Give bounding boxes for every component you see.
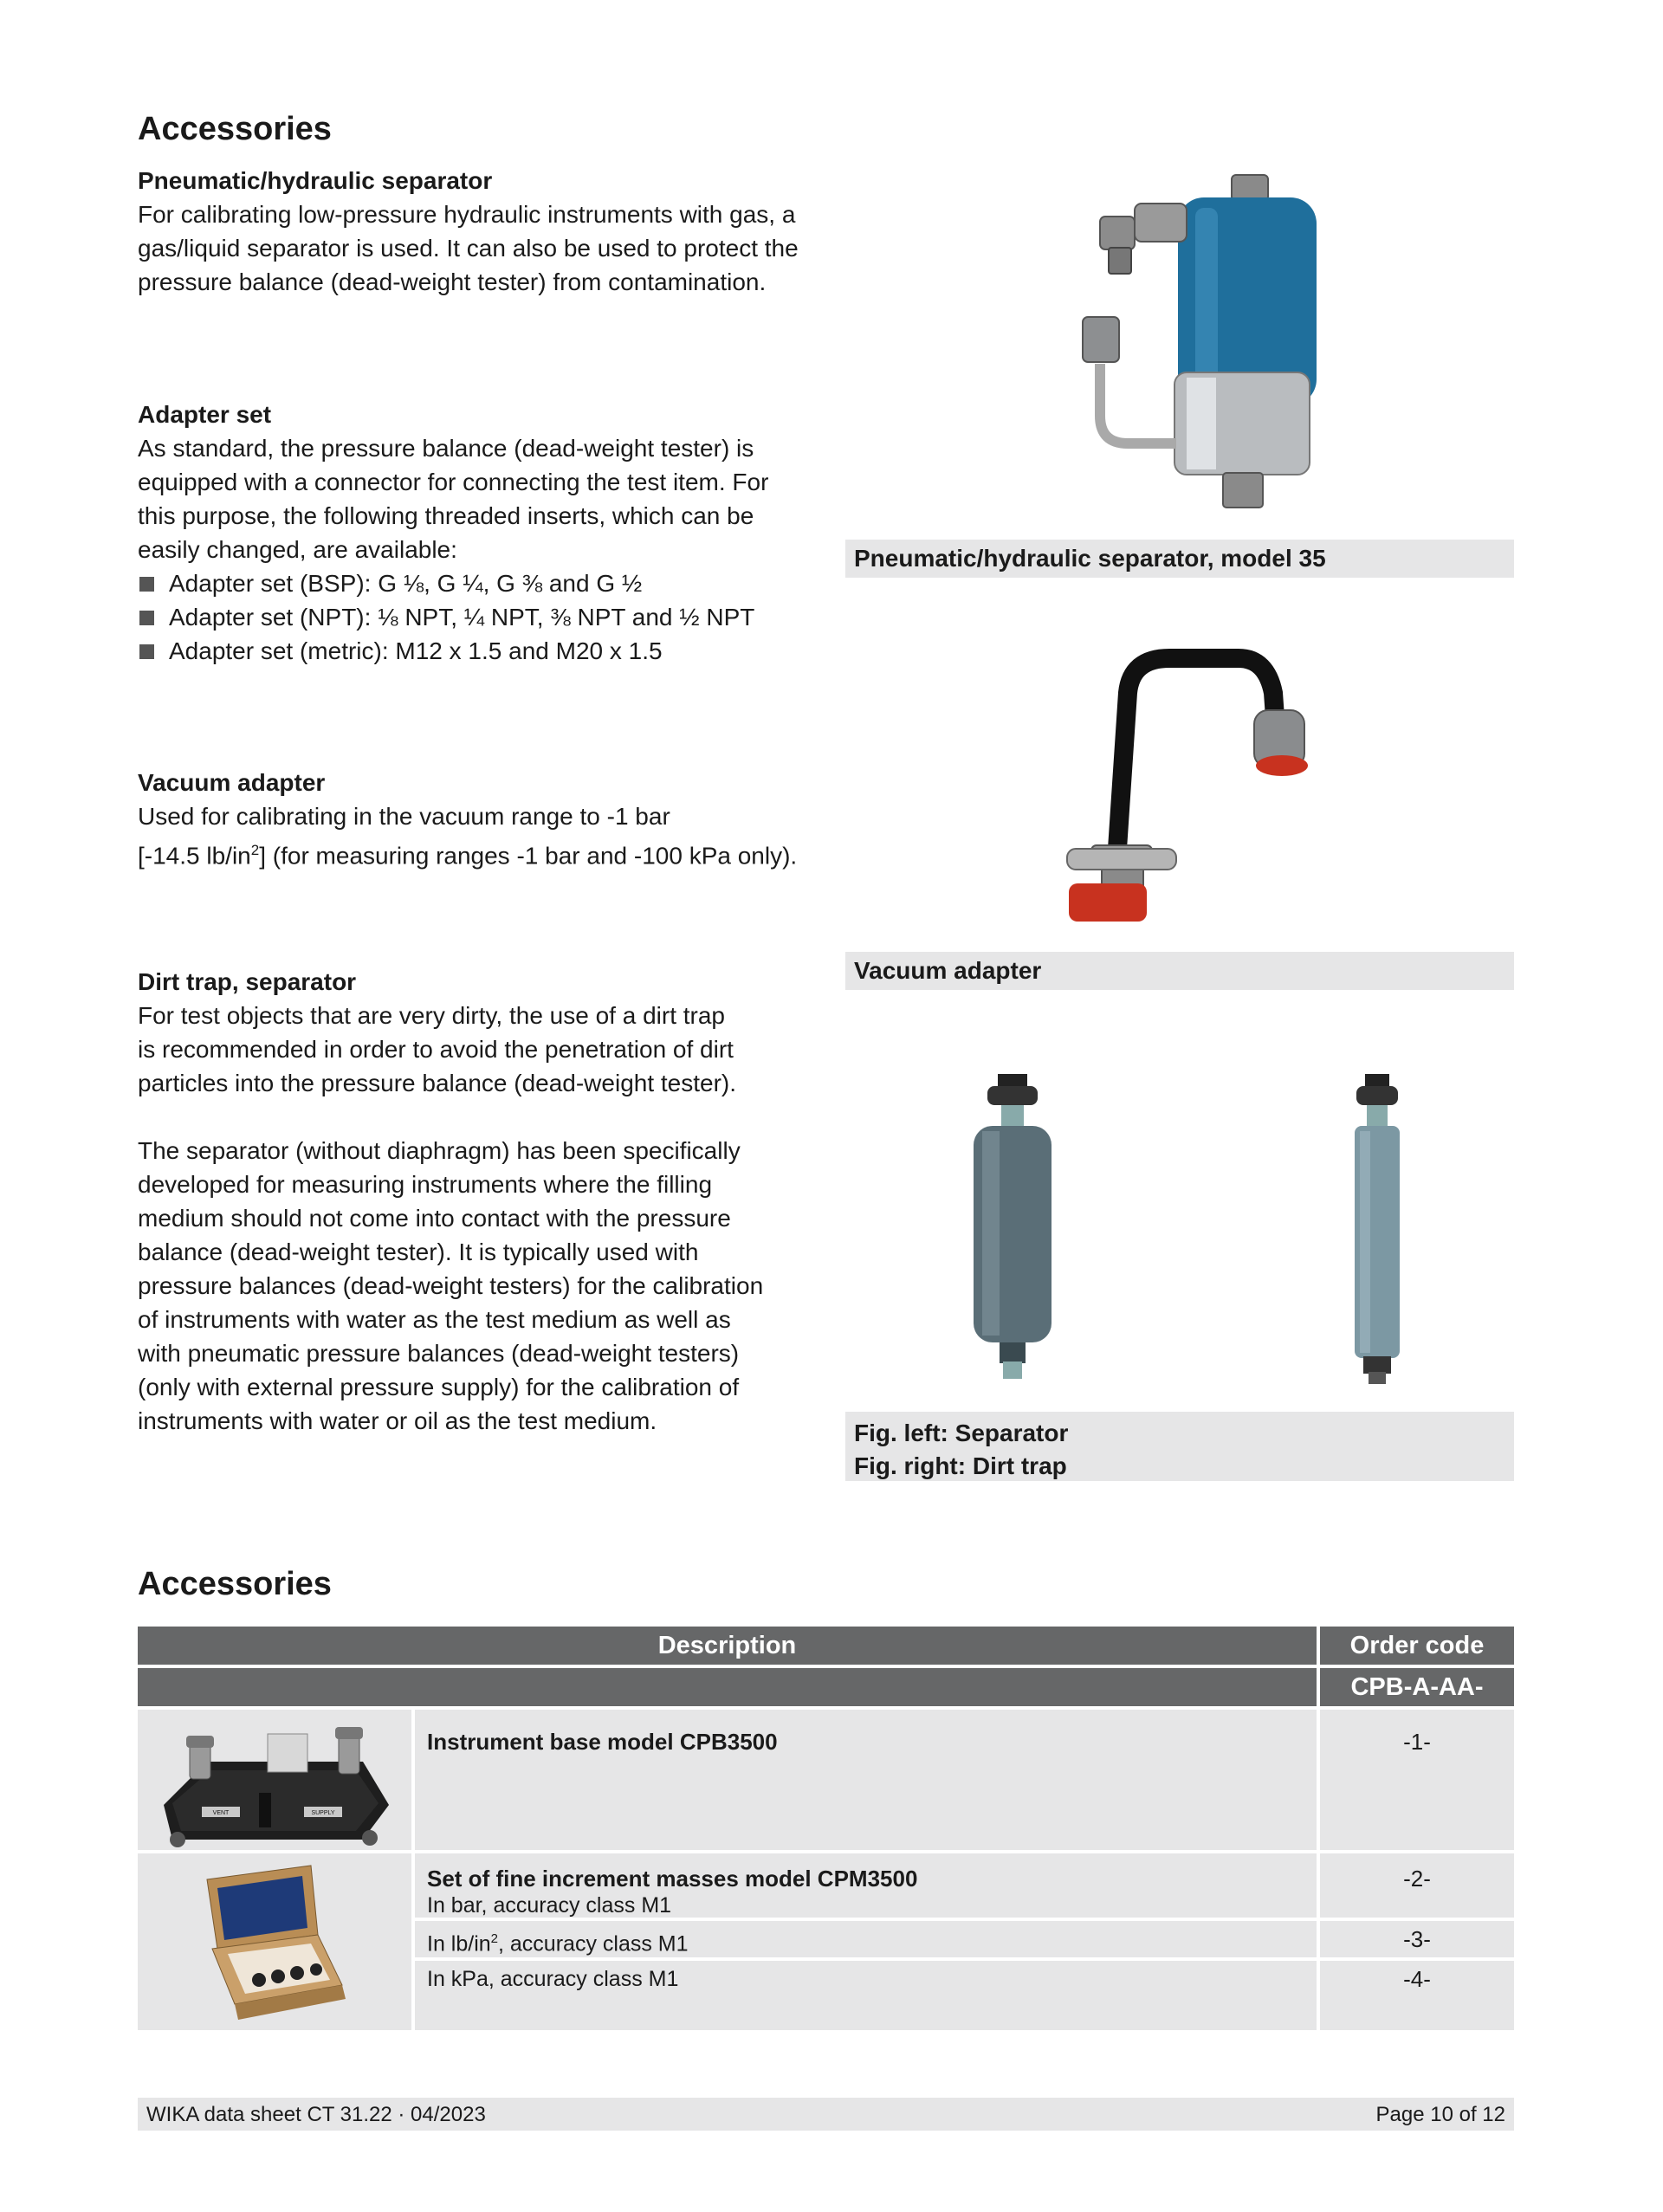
instrument-base-desc-cell — [415, 1710, 1317, 1850]
footer-datasheet: WIKA data sheet CT 31.22 · 04/2023 — [146, 2103, 486, 2126]
table-section-title: Accessories — [138, 1566, 332, 1602]
masses-lbin-a: In lb/in — [427, 1931, 491, 1957]
vacuum-caption: Vacuum adapter — [845, 952, 1514, 990]
vent-label: VENT — [212, 1810, 230, 1816]
superscript: 2 — [250, 842, 260, 858]
adapter-set-bullet: Adapter set (BSP): G ⅛, G ¼, G ⅜ and G ½ — [138, 566, 848, 600]
adapter-set-bullet: Adapter set (NPT): ⅛ NPT, ¼ NPT, ⅜ NPT and ½ NPT — [138, 600, 848, 634]
dirt-trap-line: is recommended in order to avoid the penetration of dirt — [138, 1036, 734, 1063]
separator-dirt-trap-image — [953, 1065, 1403, 1394]
separator-line: For calibrating low-pressure hydraulic instruments with gas, a — [138, 201, 796, 228]
table-header-description: Description — [138, 1627, 1317, 1665]
vacuum-line-part: [-14.5 lb/in — [138, 842, 251, 870]
masses-desc-cell — [415, 1853, 1317, 1918]
separator-line: pressure balance (dead-weight tester) from contamination. — [138, 268, 767, 295]
masses-image — [138, 1853, 411, 2030]
dirt-trap-line: For test objects that are very dirty, the use of a dirt trap — [138, 1002, 726, 1029]
masses-lbin-b: , accuracy class M1 — [498, 1931, 689, 1957]
adapter-set-bullet: Adapter set (metric): M12 x 1.5 and M20 x 1.5 — [138, 634, 848, 668]
dirt-trap-line: medium should not come into contact with the pressure — [138, 1205, 731, 1232]
masses-image-cell — [138, 1853, 411, 2030]
adapter-set-heading: Adapter set — [138, 401, 272, 428]
dirt-trap-line: of instruments with water as the test medium as well as — [138, 1306, 731, 1333]
caption-line: Fig. left: Separator — [854, 1420, 1069, 1446]
superscript: 2 — [490, 1931, 499, 1946]
dirt-trap-line: developed for measuring instruments where the filling — [138, 1171, 713, 1198]
dirt-trap-line: with pneumatic pressure balances (dead-weight testers) — [138, 1340, 740, 1367]
caption-line: Fig. right: Dirt trap — [854, 1452, 1067, 1479]
vacuum-adapter-image — [1031, 641, 1343, 935]
instrument-base-code: -1- — [1320, 1710, 1514, 1850]
dirt-trap-line: instruments with water or oil as the test medium. — [138, 1407, 657, 1434]
masses-lbin-code: -3- — [1320, 1921, 1514, 1957]
adapter-set-line: equipped with a connector for connecting the test item. For — [138, 469, 769, 495]
section-title: Accessories — [138, 111, 332, 147]
footer — [138, 2098, 1514, 2131]
adapter-set-list — [138, 566, 848, 668]
separator-dirt-trap-caption — [845, 1412, 1514, 1481]
vacuum-heading: Vacuum adapter — [138, 769, 326, 796]
separator-heading: Pneumatic/hydraulic separator — [138, 167, 493, 194]
separator-line: gas/liquid separator is used. It can also be used to protect the — [138, 235, 799, 262]
dirt-trap-line: particles into the pressure balance (dead-weight tester). — [138, 1070, 737, 1096]
table-header-order-code: Order code — [1320, 1627, 1514, 1665]
masses-bar: In bar, accuracy class M1 — [427, 1893, 672, 1918]
dirt-trap-heading: Dirt trap, separator — [138, 968, 357, 995]
masses-title: Set of fine increment masses model CPM3500 — [427, 1866, 918, 1892]
dirt-trap-line: pressure balances (dead-weight testers) for the calibration — [138, 1272, 764, 1299]
table-subheader-blank — [138, 1668, 1317, 1706]
adapter-set-line: easily changed, are available: — [138, 536, 457, 563]
instrument-base-image — [138, 1710, 411, 1850]
masses-bar-code: -2- — [1320, 1853, 1514, 1918]
instrument-base-title: Instrument base model CPB3500 — [427, 1729, 778, 1755]
vacuum-line-part: ] (for measuring ranges -1 bar and -100 kPa only). — [259, 842, 798, 870]
instrument-base-image-cell — [138, 1710, 411, 1850]
separator-block — [138, 167, 831, 299]
adapter-set-line: As standard, the pressure balance (dead-weight tester) is — [138, 435, 754, 462]
dirt-trap-line: The separator (without diaphragm) has been specifically — [138, 1137, 741, 1164]
separator-caption: Pneumatic/hydraulic separator, model 35 — [845, 540, 1514, 578]
masses-kpa-cell: In kPa, accuracy class M1 — [415, 1961, 1317, 2030]
supply-label: SUPPLY — [311, 1810, 335, 1816]
masses-kpa-code: -4- — [1320, 1961, 1514, 2030]
footer-page-number: Page 10 of 12 — [1375, 2103, 1505, 2126]
dirt-trap-line: (only with external pressure supply) for the calibration of — [138, 1374, 740, 1400]
dirt-trap-line: balance (dead-weight tester). It is typically used with — [138, 1239, 699, 1265]
separator-image — [1022, 165, 1351, 528]
vacuum-line — [138, 833, 848, 872]
dirt-trap-block — [138, 968, 831, 1438]
masses-lbin-cell — [415, 1921, 1317, 1957]
adapter-set-line: this purpose, the following threaded inserts, which can be — [138, 502, 754, 529]
table-order-prefix: CPB-A-AA- — [1320, 1668, 1514, 1706]
adapter-set-block — [138, 401, 848, 668]
vacuum-line: Used for calibrating in the vacuum range to -1 bar — [138, 803, 670, 830]
vacuum-block — [138, 769, 848, 872]
